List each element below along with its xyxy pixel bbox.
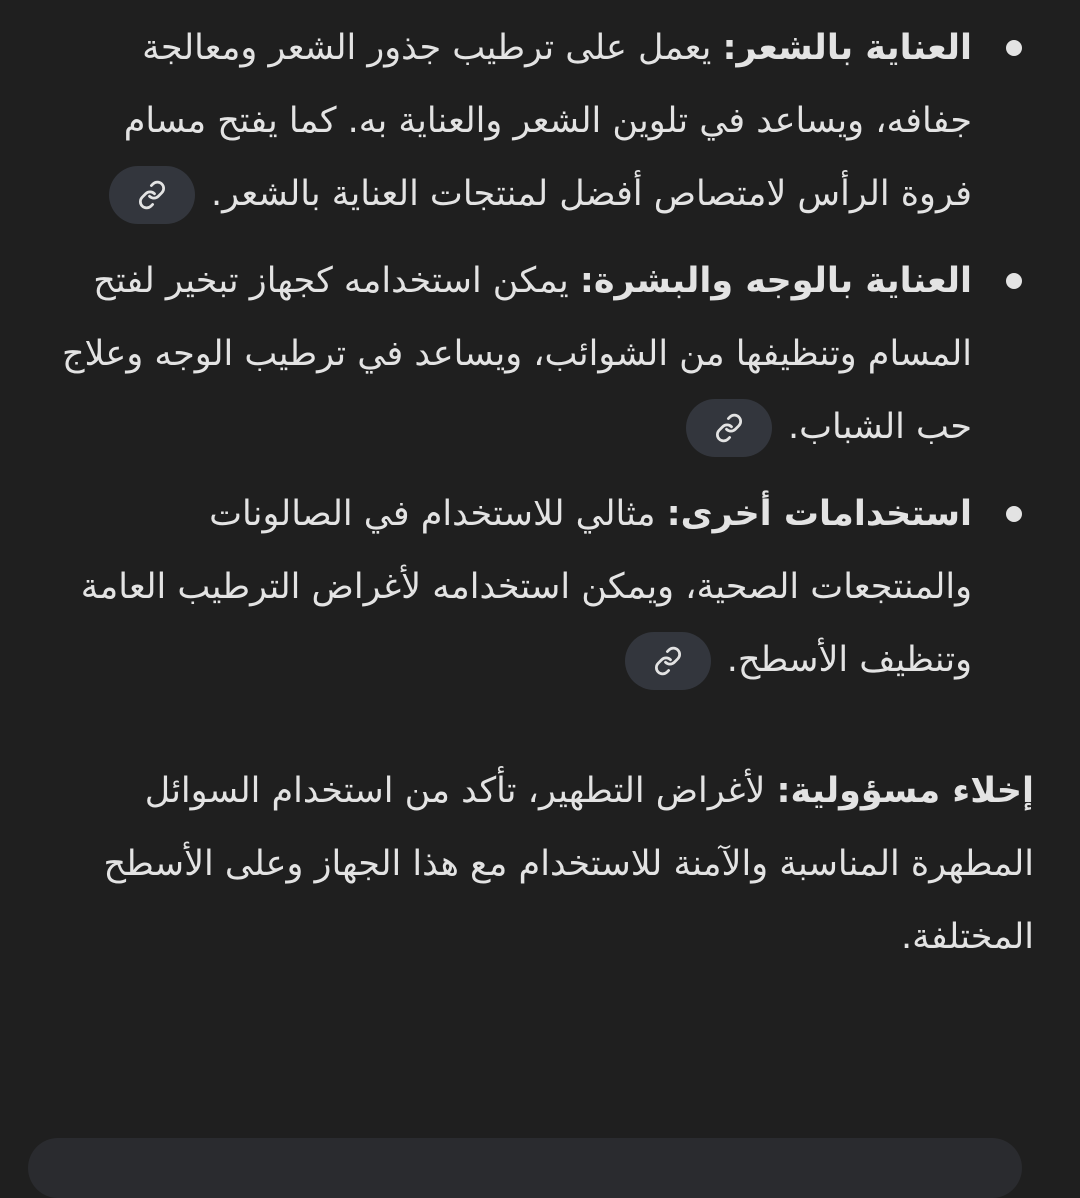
source-link-button[interactable] <box>625 632 711 690</box>
source-link-button[interactable] <box>109 166 195 224</box>
bottom-input-bar[interactable] <box>28 1138 1022 1198</box>
list-item-term: العناية بالشعر: <box>722 28 972 68</box>
disclaimer-text: لأغراض التطهير، تأكد من استخدام السوائل المطهرة المناسبة والآمنة للاستخدام مع هذا الجهاز وعلى الأسطح المختلفة. <box>103 771 1034 957</box>
list-item-text: يعمل على ترطيب جذور الشعر ومعالجة جفافه، ويساعد في تلوين الشعر والعناية به. كما يفتح مسام فروة الرأس لامتصاص أفضل لمنتجات العناية بالشعر. <box>123 28 972 214</box>
list-item-text: مثالي للاستخدام في الصالونات والمنتجعات الصحية، ويمكن استخدامه لأغراض الترطيب العامة وتنظيف الأسطح. <box>80 494 972 680</box>
list-item-term: استخدامات أخرى: <box>666 494 972 534</box>
link-icon <box>137 180 167 210</box>
bullet-list <box>46 12 1034 697</box>
disclaimer-term: إخلاء مسؤولية: <box>776 771 1034 811</box>
list-item-hair-care <box>46 12 1034 231</box>
list-item-face-care <box>46 245 1034 464</box>
disclaimer-paragraph <box>46 755 1034 974</box>
link-icon <box>714 413 744 443</box>
list-item-text: يمكن استخدامه كجهاز تبخير لفتح المسام وتنظيفها من الشوائب، ويساعد في ترطيب الوجه وعلاج حب الشباب. <box>61 261 972 447</box>
list-item-other-uses <box>46 478 1034 697</box>
list-item-term: العناية بالوجه والبشرة: <box>579 261 972 301</box>
link-icon <box>653 646 683 676</box>
source-link-button[interactable] <box>686 399 772 457</box>
